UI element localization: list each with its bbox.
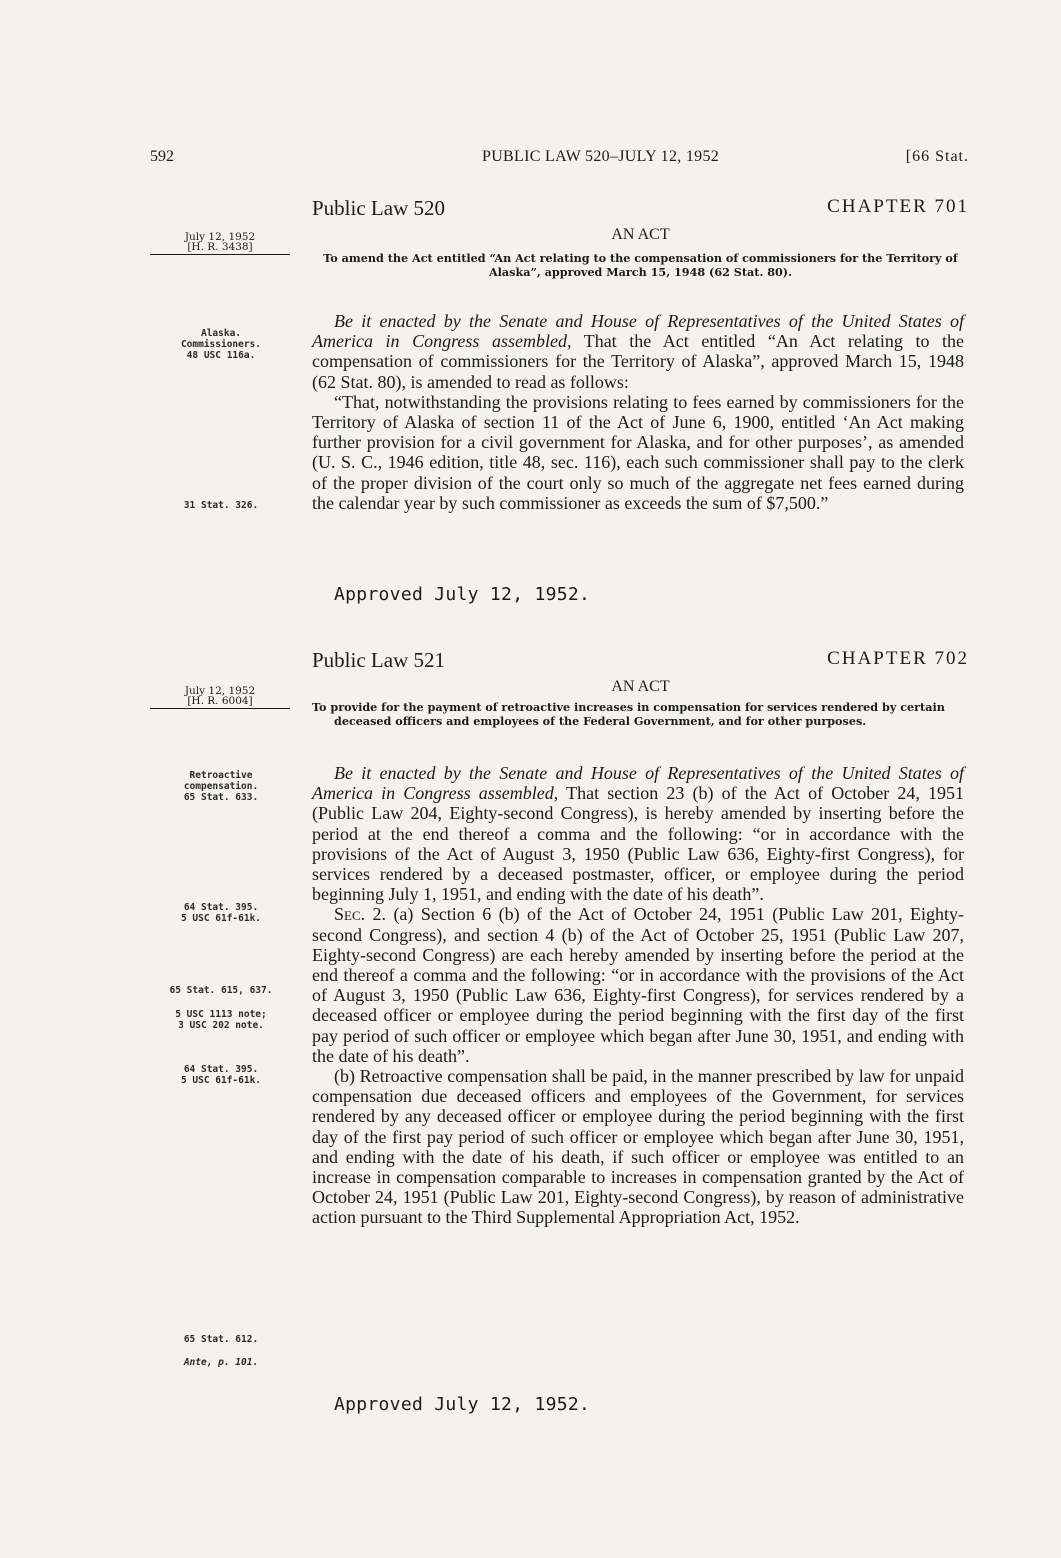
law2-sec2-text: (a) Section 6 (b) of the Act of October 24, 1951 (Public Law 201, Eighty-second Congress), and section 4 (b) of the Act of October 25, 1951 (Public Law 207, Eighty-second Congress) are each hereby amended by inserting before the period at the end thereof a comma and the following: “or in accordance with the provisions of the Act of August 3, 1950 (Public Law 636, Eighty-first Congress), for services rendered by a deceased officer or employee during the period beginning with the first day of the first pay period of such officer or employee which began after June 30, 1951, and ending with the date of his death”. (312, 904, 964, 1066)
law2-enacting-clause: Be it enacted by the Senate and House of Representatives of the United States of America in Congress assembled, (312, 763, 964, 804)
law1-act-label: AN ACT (611, 226, 670, 243)
law2-margin-date: July 12, 1952 (184, 685, 256, 697)
law2-chapter: CHAPTER 702 (827, 648, 969, 669)
law2-margin-usc-202: 3 USC 202 note. (178, 1020, 264, 1031)
law2-margin-usc-61f-b: 5 USC 61f-61k. (180, 1075, 262, 1086)
running-head (150, 148, 969, 174)
law2-public-law: Public Law 521 (312, 648, 445, 672)
law1-margin-commissioners: Commissioners. (180, 339, 262, 350)
law1-heading (312, 196, 969, 226)
law1-enacting-text: That the Act entitled “An Act relating to the compensation of commissioners for the Territory of Alaska”, approved March 15, 1948 (62 Stat. 80), is amended to read as follows: (312, 331, 964, 392)
law1-approved: Approved July 12, 1952. (334, 584, 591, 605)
law2-enacting-text: That section 23 (b) of the Act of October 24, 1951 (Public Law 204, Eighty-second Congress), is hereby amended by inserting before the period at the end thereof a comma and the following: “or in accordance with the provisions of the Act of August 3, 1950 (Public Law 636, Eighty-first Congress), for services rendered by a deceased postmaster, officer, or employee during the period beginning July 1, 1951, and ending with the date of his death”. (312, 783, 964, 905)
law2-margin-bill: [H. R. 6004] (187, 695, 253, 707)
running-title: PUBLIC LAW 520–JULY 12, 1952 (482, 148, 720, 165)
law2-approved: Approved July 12, 1952. (334, 1394, 591, 1415)
law2-sec2-b: (b) Retroactive compensation shall be paid, in the manner prescribed by law for unpaid compensation due deceased officers and employees of the Government, for services rendered by any deceased officer or employee during the period beginning with the first day of the first pay period of such officer or employee which began after June 30, 1951, and ending with the date of his death, if such officer or employee was entitled to an increase in compensation comparable to increases in compensation granted by the Act of October 24, 1951 (Public Law 201, Eighty-second Congress), by reason of administrative action pursuant to the Third Supplemental Appropriation Act, 1952. (312, 1066, 964, 1228)
law2-purpose: To provide for the payment of retroactive increases in compensation for services rendered by certain deceased officers and employees of the Federal Government, and for other purposes. (312, 700, 945, 728)
law2-margin-usc-61f-a: 5 USC 61f-61k. (180, 913, 262, 924)
page-number: 592 (150, 148, 174, 165)
law1-quoted-section: “That, notwithstanding the provisions relating to fees earned by commissioners for the Territory of Alaska of section 11 of the Act of June 6, 1900, entitled ‘An Act making further provision for a civil government for Alaska, and for other purposes’, as amended (U. S. C., 1946 edition, title 48, sec. 116), each such commissioner shall pay to the clerk of the proper division of the court only so much of the aggregate net fees earned during the calendar year by such commissioner as exceeds the sum of $7,500.” (312, 391, 964, 513)
law2-margin-stat-395-b: 64 Stat. 395. (183, 1064, 259, 1075)
law2-margin-ante: Ante, p. 101. (183, 1357, 259, 1368)
law1-margin-usc: 48 USC 116a. (186, 350, 256, 361)
law2-margin-stat-395-a: 64 Stat. 395. (183, 902, 259, 913)
law2-sec2-label: Sec. 2. (334, 904, 387, 925)
law2-heading (312, 648, 969, 678)
law2-body (312, 763, 964, 1228)
law2-margin-retroactive: Retroactive compensation. (183, 770, 259, 792)
law2-margin-usc-1113: 5 USC 1113 note; (175, 1009, 267, 1020)
law1-body (312, 311, 964, 513)
law1-public-law: Public Law 520 (312, 196, 445, 220)
law2-margin-stat-612: 65 Stat. 612. (183, 1334, 259, 1345)
law1-margin-date: July 12, 1952 (184, 231, 256, 243)
law1-margin-date-block (150, 232, 290, 255)
volume-reference: [66 Stat. (905, 148, 969, 165)
law2-margin-stat-615: 65 Stat. 615, 637. (169, 985, 273, 996)
law2-margin-date-block (150, 686, 290, 709)
law1-margin-bill: [H. R. 3438] (187, 241, 253, 253)
law1-enacting-clause: Be it enacted by the Senate and House of Representatives of the United States of America in Congress assembled, (312, 311, 964, 352)
law1-chapter: CHAPTER 701 (827, 196, 969, 217)
law1-purpose: To amend the Act entitled “An Act relating to the compensation of commissioners for the Territory of Alaska”, approved March 15, 1948 (62 Stat. 80). (323, 251, 958, 279)
law2-margin-stat-633: 65 Stat. 633. (183, 792, 259, 803)
law2-act-label: AN ACT (611, 678, 670, 695)
law1-margin-stat: 31 Stat. 326. (183, 500, 259, 511)
law1-margin-alaska: Alaska. (200, 328, 242, 339)
